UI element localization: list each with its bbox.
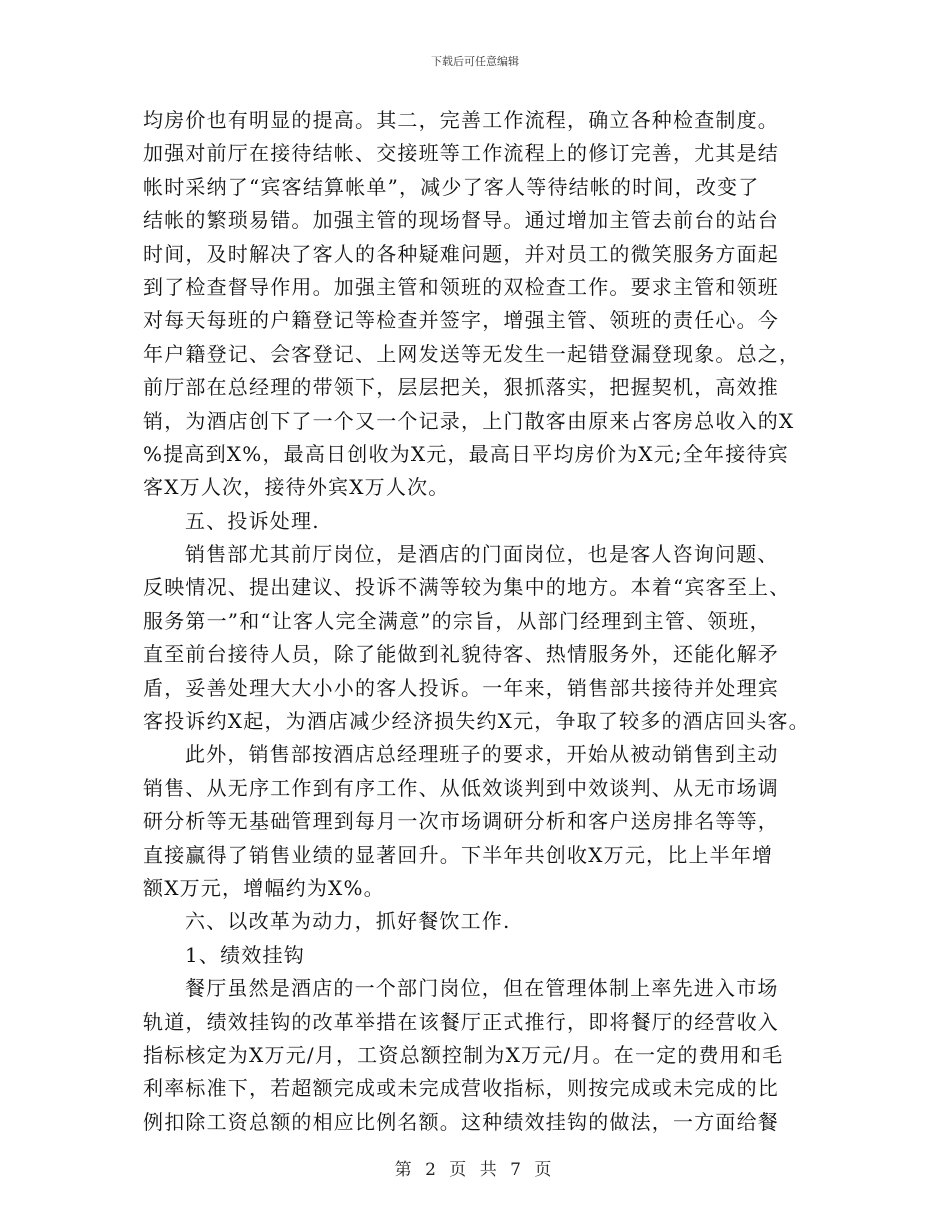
text-line: 年户籍登记、会客登记、上网发送等无发生一起错登漏登现象。总之，: [143, 341, 801, 366]
page-header-note: 下载后可任意编辑: [431, 55, 519, 68]
text-line: 结帐的繁琐易错。加强主管的现场督导。通过增加主管去前台的站台: [143, 208, 779, 233]
text-line: 指标核定为X万元/月，工资总额控制为X万元/月。在一定的费用和毛: [143, 1042, 784, 1067]
text-line: 轨道，绩效挂钩的改革举措在该餐厅正式推行，即将餐厅的经营收入: [143, 1009, 779, 1034]
text-line: 六、以改革为动力，抓好餐饮工作.: [185, 909, 511, 934]
text-line: 均房价也有明显的提高。其二，完善工作流程，确立各种检查制度。: [143, 108, 779, 132]
page-number: 第 2 页 共 7 页: [394, 1160, 556, 1180]
text-line: 销，为酒店创下了一个又一个记录，上门散客由原来占客房总收入的X: [143, 408, 795, 433]
text-line: 直接赢得了销售业绩的显著回升。下半年共创收X万元，比上半年增: [143, 842, 774, 867]
text-line: 额X万元，增幅约为X%。: [143, 875, 385, 900]
text-line: 帐时采纳了“宾客结算帐单”，减少了客人等待结帐的时间，改变了: [143, 174, 760, 199]
text-line: 客投诉约X起，为酒店减少经济损失约X元，争取了较多的酒店回头客。: [143, 709, 810, 734]
text-line: 对每天每班的户籍登记等检查并签字，增强主管、领班的责任心。今: [143, 308, 779, 333]
text-line: 前厅部在总经理的带领下，层层把关，狠抓落实，把握契机，高效推: [143, 375, 779, 400]
text-line: 服务第一”和“让客人完全满意”的宗旨，从部门经理到主管、领班，: [143, 608, 771, 633]
text-line: 例扣除工资总额的相应比例名额。这种绩效挂钩的做法，一方面给餐: [143, 1109, 779, 1134]
document-body: [143, 104, 833, 1139]
text-line: %提高到X%，最高日创收为X元，最高日平均房价为X元;全年接待宾: [143, 441, 789, 466]
text-line: 加强对前厅在接待结帐、交接班等工作流程上的修订完善，尤其是结: [143, 141, 779, 166]
text-line: 此外，销售部按酒店总经理班子的要求，开始从被动销售到主动: [185, 742, 779, 767]
text-line: 客X万人次，接待外宾X万人次。: [143, 475, 450, 500]
text-line: 到了检查督导作用。加强主管和领班的双检查工作。要求主管和领班: [143, 274, 779, 299]
text-line: 利率标准下，若超额完成或未完成营收指标，则按完成或未完成的比: [143, 1076, 779, 1101]
text-line: 盾，妥善处理大大小小的客人投诉。一年来，销售部共接待并处理宾: [143, 675, 779, 700]
text-line: 反映情况、提出建议、投诉不满等较为集中的地方。本着“宾客至上、: [143, 575, 791, 600]
text-line: 五、投诉处理.: [185, 508, 320, 533]
text-line: 销售、从无序工作到有序工作、从低效谈判到中效谈判、从无市场调: [143, 775, 779, 800]
text-line: 研分析等无基础管理到每月一次市场调研分析和客户送房排名等等，: [143, 809, 779, 834]
text-line: 餐厅虽然是酒店的一个部门岗位，但在管理体制上率先进入市场: [185, 976, 779, 1001]
text-line: 时间，及时解决了客人的各种疑难问题，并对员工的微笑服务方面起: [143, 241, 779, 266]
text-line: 销售部尤其前厅岗位，是酒店的门面岗位，也是客人咨询问题、: [185, 542, 779, 567]
text-line: 1、绩效挂钩: [185, 942, 305, 967]
text-line: 直至前台接待人员，除了能做到礼貌待客、热情服务外，还能化解矛: [143, 642, 779, 667]
